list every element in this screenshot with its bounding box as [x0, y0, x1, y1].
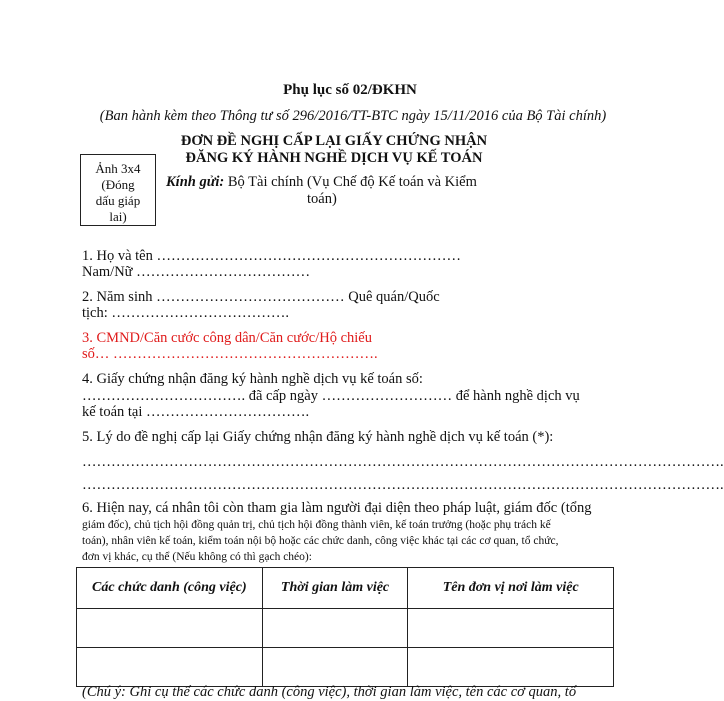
photo-box-line: lai) — [109, 209, 127, 224]
recipient-value: Bộ Tài chính (Vụ Chế độ Kế toán và Kiểm — [227, 174, 477, 190]
field-certificate-date: ……………………………. đã cấp ngày ……………………… để hành nghề dịch vụ — [82, 388, 580, 404]
table-cell — [77, 648, 263, 687]
reason-dotted-line: ……………………………………………………………………………………………………………………. — [82, 477, 724, 493]
field-nationality: tịch: ………………………………. — [82, 305, 290, 321]
field-certificate-place: kế toán tại ……………………………. — [82, 404, 310, 420]
field-current-positions: 6. Hiện nay, cá nhân tôi còn tham gia làm người đại diện theo pháp luật, giám đốc (tổng — [82, 500, 592, 516]
field-certificate-number: 4. Giấy chứng nhận đăng ký hành nghề dịch vụ kế toán số: — [82, 371, 423, 387]
recipient-line — [166, 174, 477, 191]
positions-desc-line: toán), nhân viên kế toán, kiểm toán nội bộ hoặc các chức danh, công việc khác tại các cơ quan, tổ chức, — [82, 535, 559, 547]
photo-box-line: dấu giáp — [95, 193, 141, 208]
table-cell — [77, 609, 263, 648]
table-cell — [408, 609, 614, 648]
appendix-number: Phụ lục số 02/ĐKHN — [283, 82, 417, 98]
table-cell — [262, 648, 408, 687]
table-row — [77, 648, 614, 687]
positions-table — [76, 567, 614, 687]
positions-desc-line: đơn vị khác, cụ thể (Nếu không có thì gạch chéo): — [82, 551, 312, 563]
table-cell — [408, 648, 614, 687]
positions-desc-line: giám đốc), chủ tịch hội đồng quản trị, chủ tịch hội đồng thành viên, kế toán trưởng (hoặc phụ trách kế — [82, 519, 551, 531]
footnote: (Chú ý: Ghi cụ thể các chức danh (công việc), thời gian làm việc, tên các cơ quan, tổ — [82, 684, 577, 700]
form-title-line2: ĐĂNG KÝ HÀNH NGHỀ DỊCH VỤ KẾ TOÁN — [185, 150, 483, 166]
field-birth-year: 2. Năm sinh ………………………………… Quê quán/Quốc — [82, 289, 440, 305]
recipient-value-cont: toán) — [307, 191, 337, 207]
table-header-cell: Thời gian làm việc — [262, 568, 408, 609]
photo-box-line: (Đóng — [101, 177, 135, 192]
field-reissue-reason: 5. Lý do đề nghị cấp lại Giấy chứng nhận đăng ký hành nghề dịch vụ kế toán (*): — [82, 429, 554, 445]
field-gender: Nam/Nữ ……………………………… — [82, 264, 311, 280]
issuance-note: (Ban hành kèm theo Thông tư số 296/2016/TT-BTC ngày 15/11/2016 của Bộ Tài chính) — [99, 108, 607, 124]
table-header-cell: Tên đơn vị nơi làm việc — [408, 568, 614, 609]
recipient-label: Kính gửi: — [166, 174, 225, 190]
table-cell — [262, 609, 408, 648]
field-full-name: 1. Họ và tên ……………………………………………………… — [82, 248, 461, 264]
field-id-number: 3. CMND/Căn cước công dân/Căn cước/Hộ chiếu — [82, 330, 372, 346]
reason-dotted-line: ……………………………………………………………………………………………………………………. — [82, 454, 724, 470]
table-header-row — [77, 568, 614, 609]
photo-box-line: Ảnh 3x4 — [95, 161, 141, 176]
table-row — [77, 609, 614, 648]
form-title-line1: ĐƠN ĐỀ NGHỊ CẤP LẠI GIẤY CHỨNG NHẬN — [180, 133, 488, 149]
table-header-cell: Các chức danh (công việc) — [77, 568, 263, 609]
field-id-number-cont: số… ………………………………………………. — [82, 346, 378, 362]
photo-placeholder-box — [80, 154, 156, 226]
